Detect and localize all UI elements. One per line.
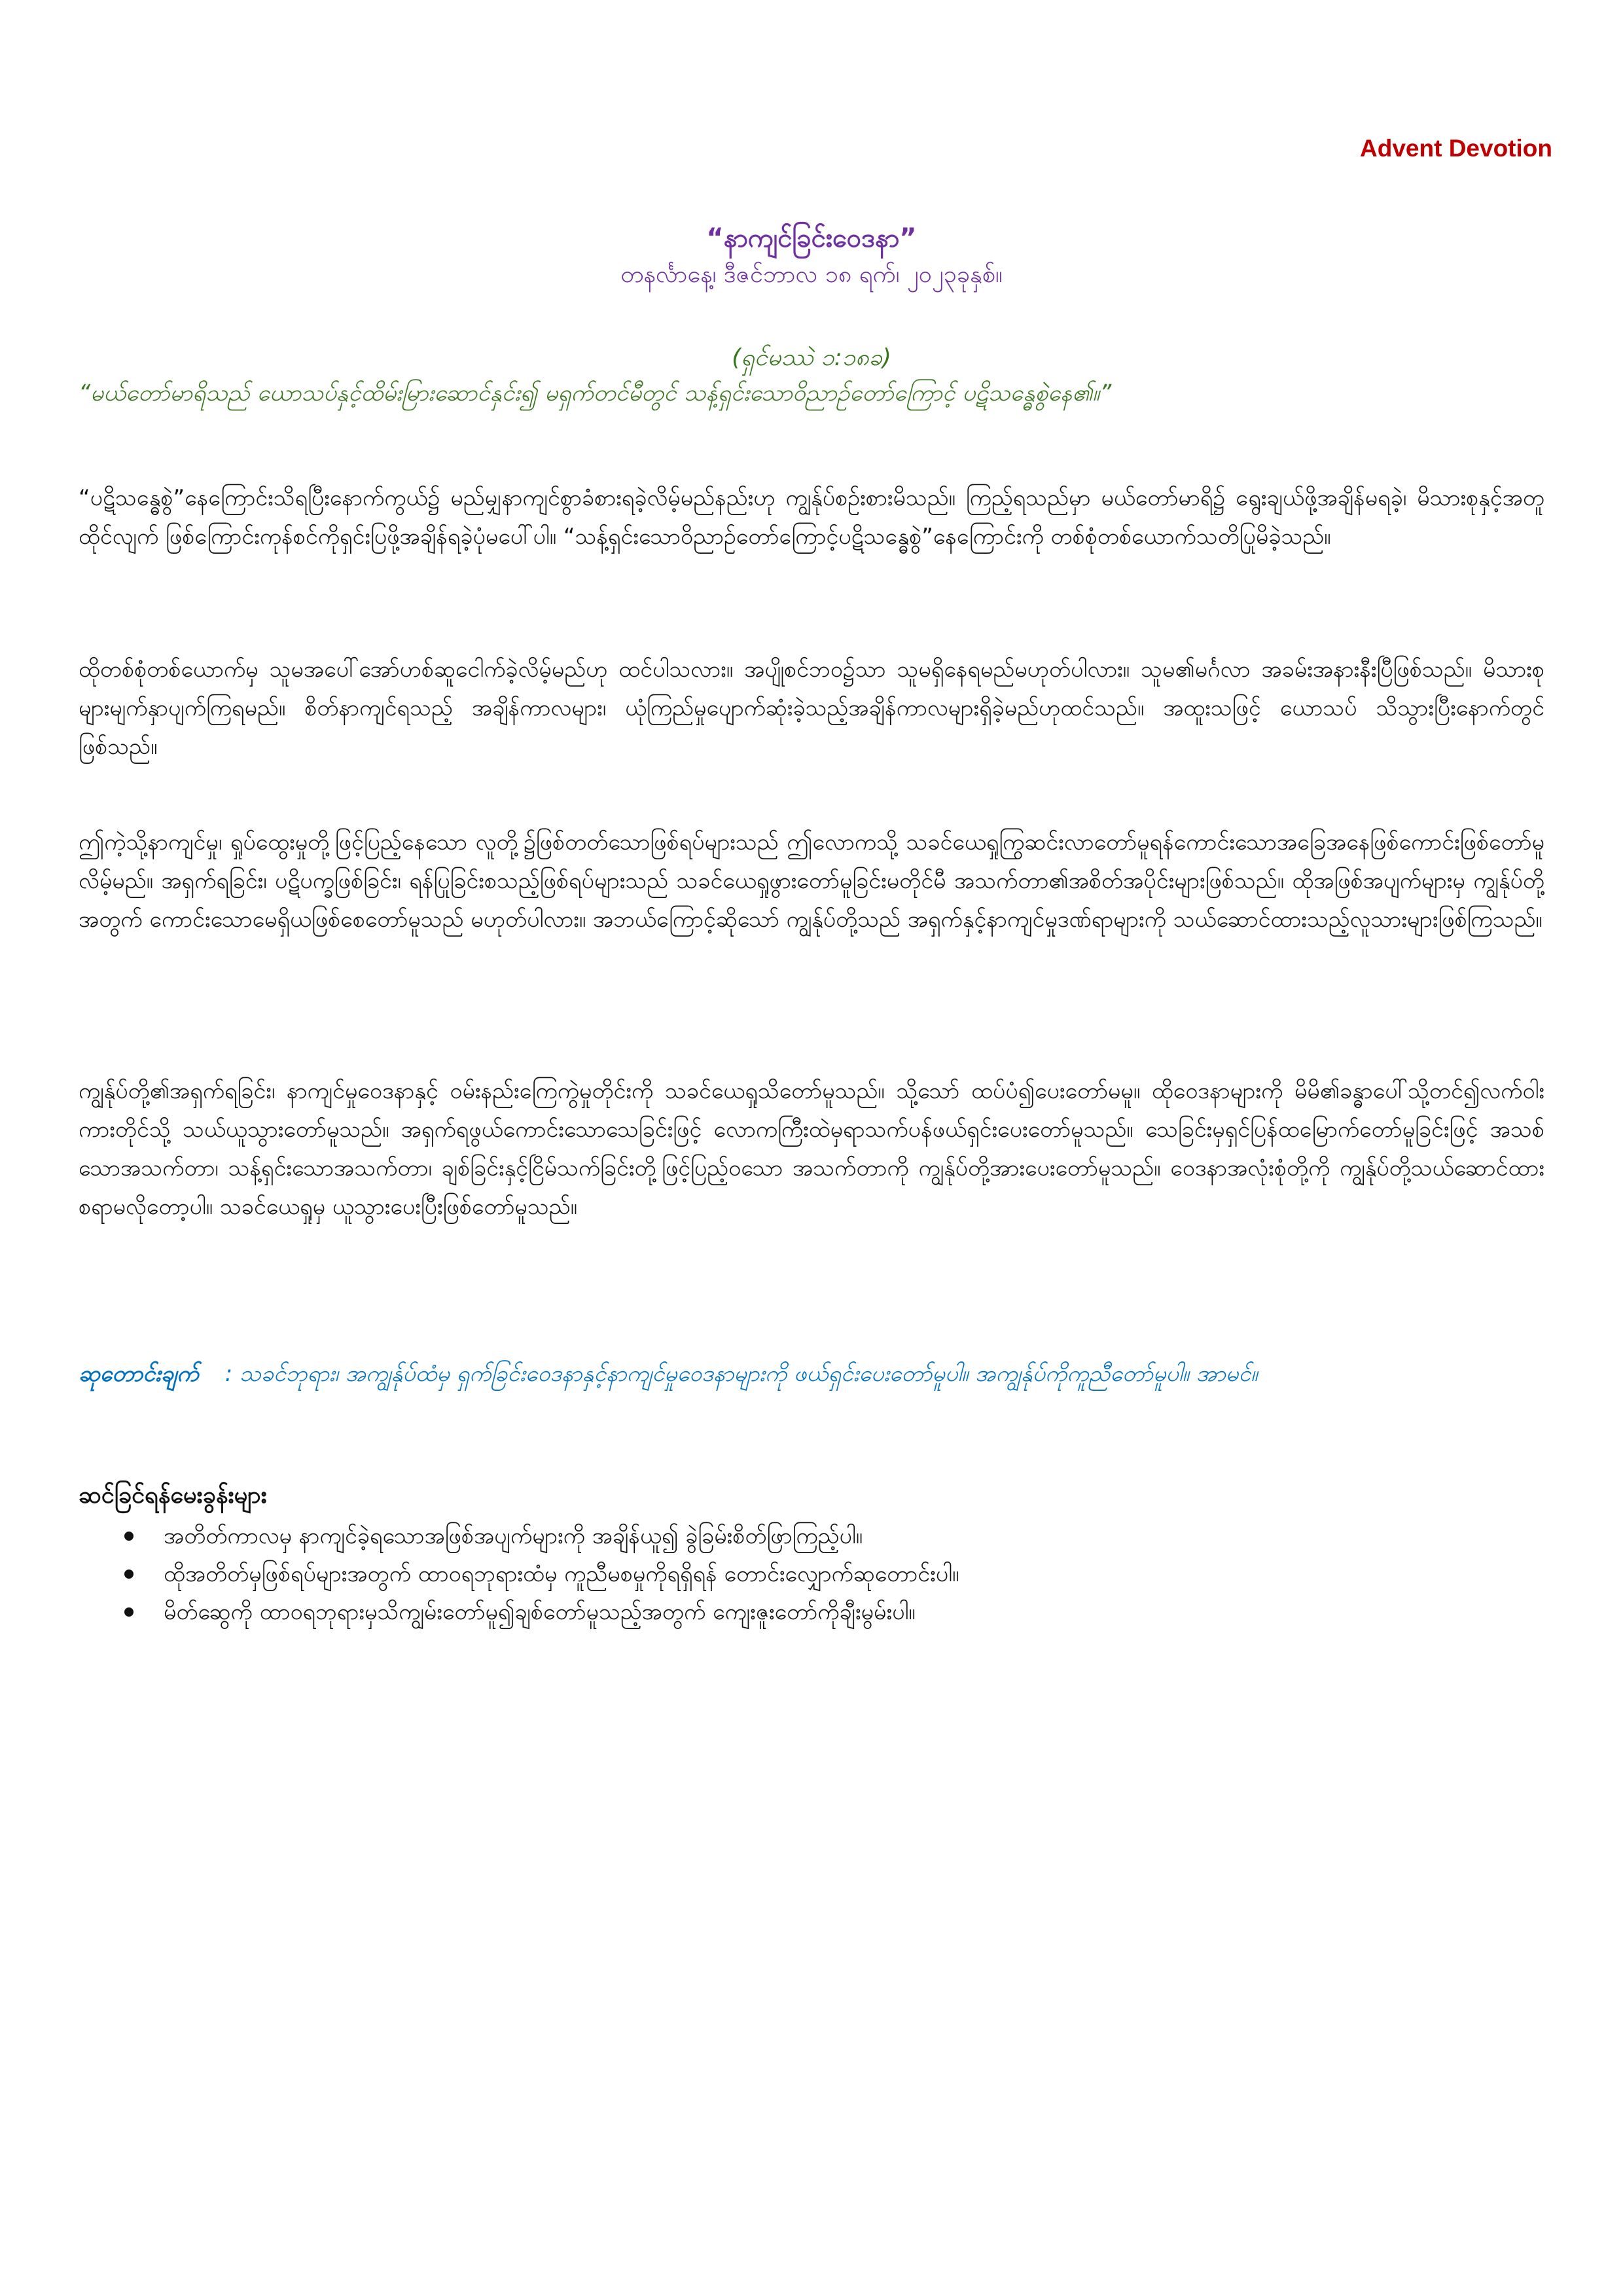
prayer-block <box>79 1355 1544 1393</box>
scripture-quote: “မယ်တော်မာရိသည် ယောသပ်နှင့်ထိမ်းမြားဆောင်နှင်း၍ မရှက်တင်မီတွင် သန့်ရှင်းသောဝိညာဉ်တော်ကြောင့် ပဋိသန္ဓေစွဲနေ၏။” <box>79 380 1112 406</box>
prayer-label: ဆုတောင်းချက် <box>79 1361 199 1387</box>
question-text: ထိုအတိတ်မှဖြစ်ရပ်များအတွက် ထာဝရဘုရားထံမှ ကူညီမစမှုကိုရရှိရန် တောင်းလျှောက်ဆုတောင်းပါ။ <box>164 1561 959 1587</box>
scripture-reference: (ရှင်မဿဲ ၁:၁၈ခ) <box>732 344 891 371</box>
question-text: အတိတ်ကာလမှ နာကျင်ခဲ့ရသောအဖြစ်အပျက်များကို အချိန်ယူ၍ ခွဲခြမ်းစိတ်ဖြာကြည့်ပါ။ <box>164 1523 863 1549</box>
series-label: Advent Devotion <box>1360 135 1552 162</box>
list-item <box>124 1593 1538 1631</box>
bullet-icon <box>124 1570 134 1579</box>
page-date: တနင်္လာနေ့၊ ဒီဇင်ဘာလ ၁၈ ရက်၊ ၂၀၂၃ခုနှစ်။ <box>620 261 1003 288</box>
questions-list <box>124 1517 1538 1631</box>
question-text: မိတ်ဆွေကို ထာဝရဘုရားမှသိကျွမ်းတော်မူ၍ချစ်တော်မူသည့်အတွက် ကျေးဇူးတော်ကိုချီးမွမ်းပါ။ <box>164 1599 916 1625</box>
bullet-icon <box>124 1532 134 1541</box>
list-item <box>124 1517 1538 1555</box>
prayer-text: : သခင်ဘုရား၊ အကျွန်ုပ်ထံမှ ရှက်ခြင်းဝေဒနာနှင့်နာကျင်မှုဝေဒနာများကို ဖယ်ရှင်းပေးတော်မူပါ။ အကျွန်ုပ်ကိုကူညီတော်မူပါ။ အာမင်။ <box>224 1361 1258 1387</box>
title-block <box>0 220 1623 293</box>
body-paragraph: “ပဋိသန္ဓေစွဲ”နေကြောင်းသိရပြီးနောက်ကွယ်၌ မည်မျှနာကျင်စွာခံစားရခဲ့လိမ့်မည်နည်းဟု ကျွန်ုပ်စဉ်းစားမိသည်။ ကြည့်ရသည်မှာ မယ်တော်မာရိ၌ ရွေးချယ်ဖို့အချိန်မရခဲ့၊ မိသားစုနှင့်အတူထိုင်လျက် ဖြစ်ကြောင်းကုန်စင်ကိုရှင်းပြဖို့အချိန်ရခဲ့ပုံမပေါ်ပါ။ “သန့်ရှင်းသောဝိညာဉ်တော်ကြောင့်ပဋိသန္ဓေစွဲ”နေကြောင်းကို တစ်စုံတစ်ယောက်သတိပြုမိခဲ့သည်။ <box>79 485 1544 550</box>
list-item <box>124 1555 1538 1593</box>
questions-heading: ဆင်ခြင်ရန်မေးခွန်းများ <box>79 1482 267 1509</box>
body-paragraph: ထိုတစ်စုံတစ်ယောက်မှ သူမအပေါ်အော်ဟစ်ဆူငေါက်ခဲ့လိမ့်မည်ဟု ထင်ပါသလား။ အပျိုစင်ဘဝ၌သာ သူမရှိနေရမည်မဟုတ်ပါလား။ သူမ၏မင်္ဂလာ အခမ်းအနားနီးပြီဖြစ်သည်။ မိသားစုများမျက်နှာပျက်ကြရမည်။ စိတ်နာကျင်ရသည့် အချိန်ကာလများ၊ ယုံကြည်မှုပျောက်ဆုံးခဲ့သည့်အချိန်ကာလများရှိခဲ့မည်ဟုထင်သည်။ အထူးသဖြင့် ယောသပ် သိသွားပြီးနောက်တွင်ဖြစ်သည်။ <box>79 656 1544 760</box>
bullet-icon <box>124 1607 134 1617</box>
body-paragraph: ဤကဲ့သို့နာကျင်မှု၊ ရှုပ်ထွေးမှုတို့ဖြင့်ပြည့်နေသော လူတို့၌ဖြစ်တတ်သောဖြစ်ရပ်များသည် ဤလောကသို့ သခင်ယေရှုကြွဆင်းလာတော်မူရန်ကောင်းသောအခြေအနေဖြစ်ကောင်းဖြစ်တော်မူလိမ့်မည်။ အရှက်ရခြင်း၊ ပဋိပက္ခဖြစ်ခြင်း၊ ရန်ပြုခြင်းစသည့်ဖြစ်ရပ်များသည် သခင်ယေရှုဖွားတော်မူခြင်းမတိုင်မီ အသက်တာ၏အစိတ်အပိုင်းများဖြစ်သည်။ ထိုအဖြစ်အပျက်များမှ ကျွန်ုပ်တို့အတွက် ကောင်းသောမေရှိယဖြစ်စေတော်မူသည် မဟုတ်ပါလား။ အဘယ်ကြောင့်ဆိုသော် ကျွန်ုပ်တို့သည် အရှက်နှင့်နာကျင်မှုဒဏ်ရာများကို သယ်ဆောင်ထားသည့်လူသားများဖြစ်ကြသည်။ <box>79 829 1544 933</box>
scripture-block <box>79 340 1544 411</box>
page-title: “နာကျင်ခြင်းဝေဒနာ” <box>706 223 917 253</box>
body-paragraph: ကျွန်ုပ်တို့၏အရှက်ရခြင်း၊ နာကျင်မှုဝေဒနာနှင့် ဝမ်းနည်းကြေကွဲမှုတိုင်းကို သခင်ယေရှုသိတော်မူသည်။ သို့သော် ထပ်ပံ၍ပေးတော်မမူ။ ထိုဝေဒနာများကို မိမိ၏ခန္ဓာပေါ်သို့တင်၍လက်ဝါးကားတိုင်သို့ သယ်ယူသွားတော်မူသည်။ အရှက်ရဖွယ်ကောင်းသောသေခြင်းဖြင့် လောကကြီးထဲမှရာသက်ပန်ဖယ်ရှင်းပေးတော်မူသည်။ သေခြင်းမှရှင်ပြန်ထမြောက်တော်မူခြင်းဖြင့် အသစ်သောအသက်တာ၊ သန့်ရှင်းသောအသက်တာ၊ ချစ်ခြင်းနှင့်ငြိမ်သက်ခြင်းတို့ဖြင့်ပြည့်ဝသော အသက်တာကို ကျွန်ုပ်တို့အားပေးတော်မူသည်။ ဝေဒနာအလုံးစုံတို့ကို ကျွန်ုပ်တို့သယ်ဆောင်ထားစရာမလိုတော့ပါ။ သခင်ယေရှုမှ ယူသွားပေးပြီးဖြစ်တော်မူသည်။ <box>79 1078 1544 1220</box>
